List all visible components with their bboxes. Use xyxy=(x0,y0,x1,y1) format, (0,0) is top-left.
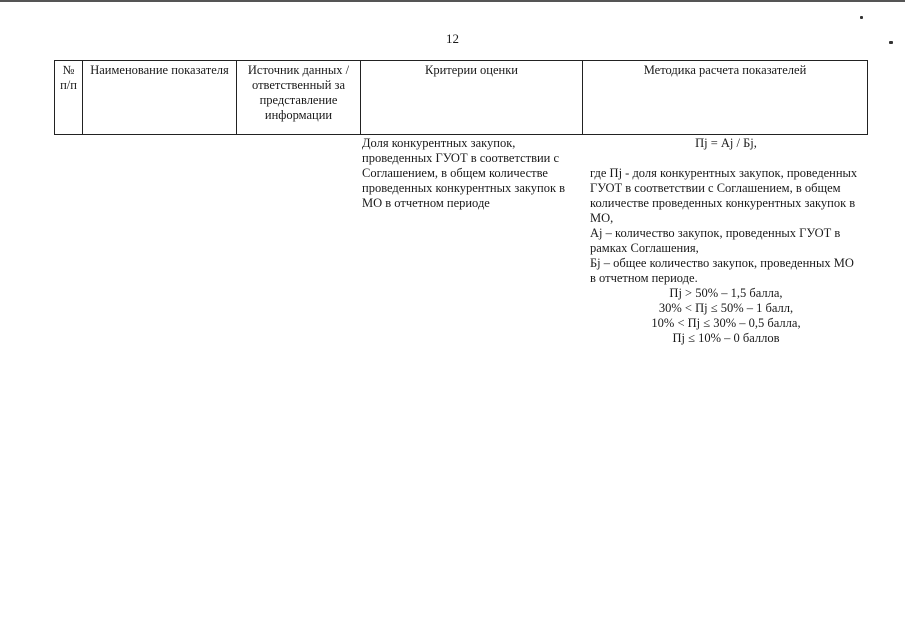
method-score: 10% < Пj ≤ 30% – 0,5 балла, xyxy=(651,316,801,330)
method-formula: Пj = Аj / Бj, xyxy=(695,136,757,150)
method-definition: Бj – общее количество закупок, проведенных МО в отчетном периоде. xyxy=(590,256,854,285)
header-method: Методика расчета показателей xyxy=(583,61,868,135)
page-top-edge xyxy=(0,0,905,2)
header-row xyxy=(55,61,868,135)
method-definition: где Пj - доля конкурентных закупок, проведенных ГУОТ в соответствии с Соглашением, в общем количестве проведенных конкурентных закупок в МО, xyxy=(590,166,858,225)
method-score: 30% < Пj ≤ 50% – 1 балл, xyxy=(658,301,794,315)
criteria-cell: Доля конкурентных закупок, проведенных ГУОТ в соответствии с Соглашением, в общем количестве проведенных конкурентных закупок в МО в отчетном периоде xyxy=(362,136,566,210)
header-name: Наименование показателя xyxy=(83,61,237,135)
header-table xyxy=(54,60,868,135)
method-spacer xyxy=(590,151,862,166)
header-num: № п/п xyxy=(55,61,83,135)
method-definition: Аj – количество закупок, проведенных ГУОТ в рамках Соглашения, xyxy=(590,226,841,255)
scan-speck xyxy=(860,16,863,19)
page-number: 12 xyxy=(446,31,459,46)
header-criteria: Критерии оценки xyxy=(361,61,583,135)
method-score: Пj > 50% – 1,5 балла, xyxy=(669,286,783,300)
method-score: Пj ≤ 10% – 0 баллов xyxy=(672,331,780,345)
header-source: Источник данных / ответственный за представление информации xyxy=(237,61,361,135)
method-cell xyxy=(590,136,862,346)
